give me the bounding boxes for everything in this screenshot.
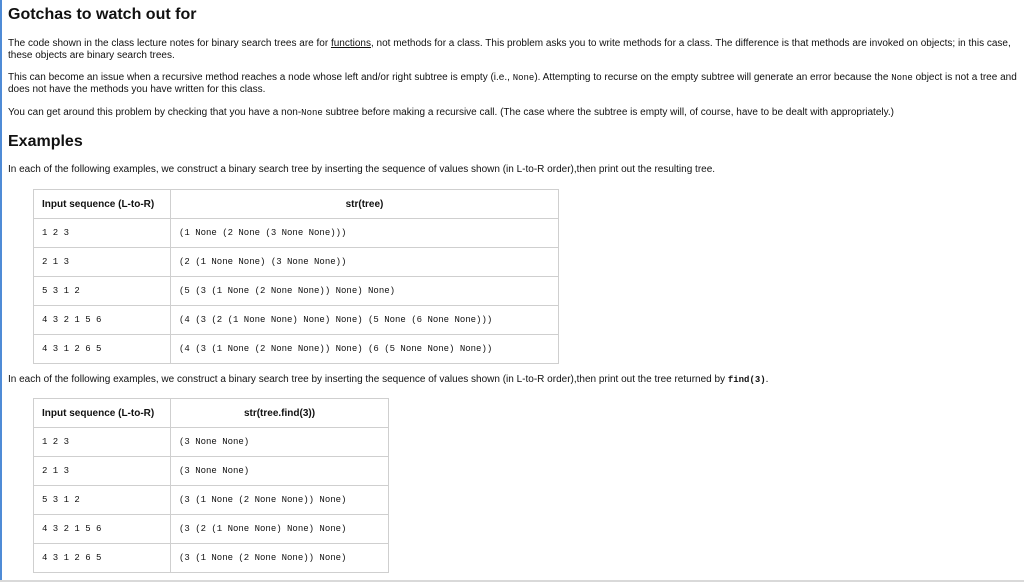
input-sequence-cell: 4 3 1 2 6 5: [34, 544, 171, 573]
input-sequence-cell: 1 2 3: [34, 428, 171, 457]
column-header-input: Input sequence (L-to-R): [34, 190, 171, 219]
table-row: [34, 486, 389, 515]
paragraph-text: ). Attempting to recurse on the empty subtree will generate an error because the: [534, 72, 892, 83]
table-row: [34, 306, 559, 335]
table-row: [34, 457, 389, 486]
paragraph-text: You can get around this problem by checking that you have a non-: [8, 107, 302, 118]
functions-link[interactable]: functions: [330, 38, 371, 49]
inline-code: None: [512, 73, 535, 83]
output-cell: (3 None None): [171, 428, 389, 457]
input-sequence-cell: 1 2 3: [34, 219, 171, 248]
inline-code-find: find(3): [727, 375, 766, 385]
paragraph-find-intro: [8, 374, 1018, 386]
column-header-output: str(tree): [171, 190, 559, 219]
output-cell: (3 None None): [171, 457, 389, 486]
inline-code: None: [301, 108, 323, 118]
paragraph-text: This can become an issue when a recursive method reaches a node whose left and/or right subtree is empty (i.e.,: [8, 72, 513, 83]
table-row: [34, 248, 559, 277]
examples-heading: Examples: [8, 133, 83, 150]
examples-table-str-tree: [33, 189, 559, 364]
paragraph-workaround: [8, 107, 1018, 119]
output-cell: (3 (1 None (2 None None)) None): [171, 544, 389, 573]
table-header-row: [34, 399, 389, 428]
column-header-input: Input sequence (L-to-R): [34, 399, 171, 428]
output-cell: (2 (1 None None) (3 None None)): [171, 248, 559, 277]
input-sequence-cell: 5 3 1 2: [34, 486, 171, 515]
table-row: [34, 544, 389, 573]
input-sequence-cell: 4 3 2 1 5 6: [34, 515, 171, 544]
paragraph-text: In each of the following examples, we construct a binary search tree by inserting the sequence of values shown (in L-to-R order),then print out the tree returned by: [8, 374, 728, 385]
input-sequence-cell: 2 1 3: [34, 457, 171, 486]
table-row: [34, 277, 559, 306]
paragraph-text: subtree before making a recursive call. (The case where the subtree is empty will, of course, have to be dealt with appropriately.): [322, 107, 894, 118]
input-sequence-cell: 4 3 2 1 5 6: [34, 306, 171, 335]
gotchas-heading: Gotchas to watch out for: [8, 6, 197, 23]
paragraph-text: object is not a tree and does not have the methods you have written for this class.: [8, 72, 1017, 95]
paragraph-functions-note: [8, 38, 1018, 62]
examples-table-find: [33, 398, 389, 573]
output-cell: (3 (2 (1 None None) None) None): [171, 515, 389, 544]
table-row: [34, 335, 559, 364]
input-sequence-cell: 2 1 3: [34, 248, 171, 277]
left-accent-bar: [0, 0, 2, 582]
table-row: [34, 515, 389, 544]
input-sequence-cell: 4 3 1 2 6 5: [34, 335, 171, 364]
output-cell: (4 (3 (2 (1 None None) None) None) (5 None (6 None None))): [171, 306, 559, 335]
output-cell: (5 (3 (1 None (2 None None)) None) None): [171, 277, 559, 306]
output-cell: (4 (3 (1 None (2 None None)) None) (6 (5 None None) None)): [171, 335, 559, 364]
paragraph-recursion-issue: [8, 72, 1018, 96]
column-header-output: str(tree.find(3)): [171, 399, 389, 428]
output-cell: (1 None (2 None (3 None None))): [171, 219, 559, 248]
paragraph-text: The code shown in the class lecture notes for binary search trees are for: [8, 38, 331, 49]
paragraph-text: .: [765, 374, 769, 385]
table-row: [34, 428, 389, 457]
table-header-row: [34, 190, 559, 219]
paragraph-examples-intro: In each of the following examples, we construct a binary search tree by inserting the sequence of values shown (in L-to-R order),then print out the resulting tree.: [8, 164, 716, 175]
paragraph-text: , not methods for a class. This problem asks you to write methods for a class. The difference is that methods are invoked on objects; in this case, these objects are binary search trees.: [8, 38, 1011, 61]
input-sequence-cell: 5 3 1 2: [34, 277, 171, 306]
inline-code: None: [891, 73, 913, 83]
output-cell: (3 (1 None (2 None None)) None): [171, 486, 389, 515]
table-row: [34, 219, 559, 248]
